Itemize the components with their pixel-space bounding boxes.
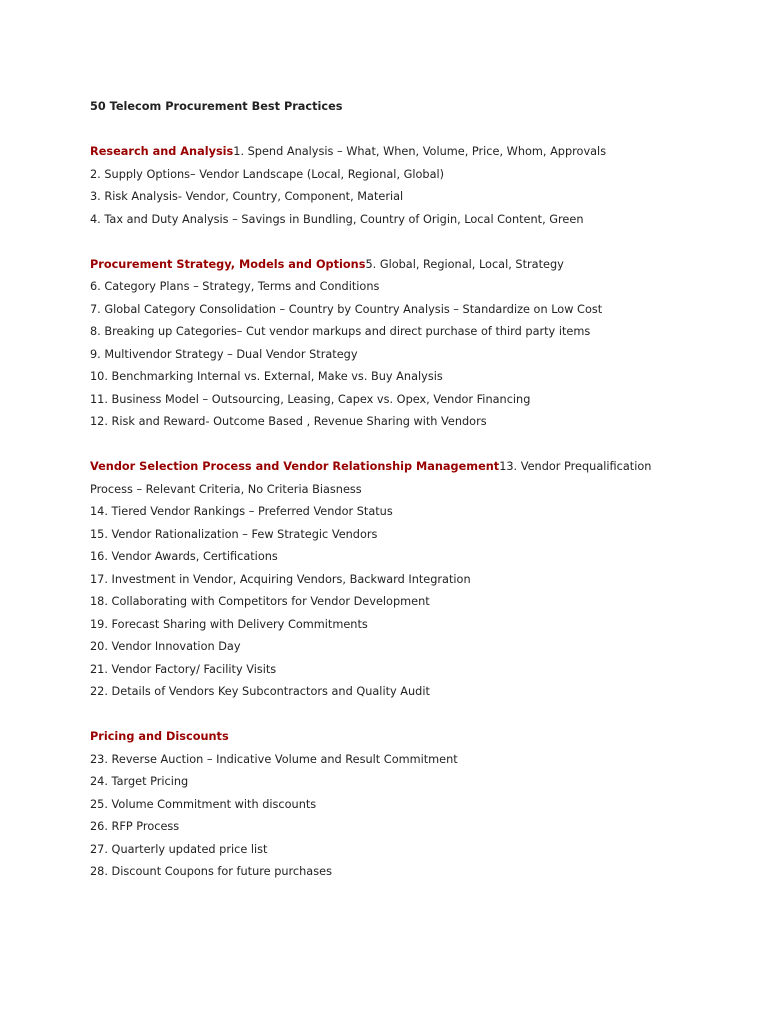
list-item: 17. Investment in Vendor, Acquiring Vendors, Backward Integration [90, 572, 471, 586]
list-item: 7. Global Category Consolidation – Country by Country Analysis – Standardize on Low Cost [90, 302, 603, 316]
section-pricing-and-discounts [90, 726, 760, 884]
list-item: 14. Tiered Vendor Rankings – Preferred Vendor Status [90, 505, 393, 518]
list-item: 19. Forecast Sharing with Delivery Commitments [90, 617, 368, 631]
list-item: 2. Supply Options– Vendor Landscape (Local, Regional, Global) [90, 167, 445, 181]
list-item: 8. Breaking up Categories– Cut vendor markups and direct purchase of third party items [90, 325, 591, 338]
list-item: 11. Business Model – Outsourcing, Leasing, Capex vs. Opex, Vendor Financing [90, 392, 531, 406]
section-heading: Research and Analysis [90, 145, 234, 158]
list-item-continuation: Process – Relevant Criteria, No Criteria Biasness [90, 482, 362, 496]
list-item: 23. Reverse Auction – Indicative Volume and Result Commitment [90, 752, 458, 766]
list-item: 6. Category Plans – Strategy, Terms and Conditions [90, 280, 380, 293]
section-vendor-selection [90, 456, 760, 704]
list-item: 20. Vendor Innovation Day [90, 640, 241, 653]
list-item: 28. Discount Coupons for future purchases [90, 865, 332, 878]
list-item: 27. Quarterly updated price list [90, 842, 268, 856]
list-item: 9. Multivendor Strategy – Dual Vendor Strategy [90, 347, 358, 361]
list-item: 5. Global, Regional, Local, Strategy [365, 257, 564, 271]
document [90, 96, 760, 906]
list-item: 22. Details of Vendors Key Subcontractors and Quality Audit [90, 685, 430, 698]
list-item: 26. RFP Process [90, 820, 180, 833]
list-item: 15. Vendor Rationalization – Few Strategic Vendors [90, 527, 378, 541]
section-heading-line [90, 726, 760, 749]
list-item: 24. Target Pricing [90, 775, 189, 788]
list-item: 3. Risk Analysis- Vendor, Country, Component, Material [90, 190, 404, 203]
list-item: 18. Collaborating with Competitors for Vendor Development [90, 595, 430, 608]
section-research-and-analysis [90, 141, 760, 231]
list-item: 4. Tax and Duty Analysis – Savings in Bundling, Country of Origin, Local Content, Green [90, 212, 584, 226]
section-procurement-strategy [90, 254, 760, 434]
section-heading: Procurement Strategy, Models and Options [90, 257, 366, 271]
section-heading-line [90, 456, 760, 479]
list-item: 12. Risk and Reward- Outcome Based , Revenue Sharing with Vendors [90, 415, 487, 428]
list-item: 21. Vendor Factory/ Facility Visits [90, 662, 277, 676]
list-item: 1. Spend Analysis – What, When, Volume, Price, Whom, Approvals [233, 145, 607, 158]
list-item: 25. Volume Commitment with discounts [90, 797, 317, 811]
list-item: 13. Vendor Prequalification [499, 460, 652, 473]
list-item: 10. Benchmarking Internal vs. External, Make vs. Buy Analysis [90, 370, 443, 383]
section-heading: Vendor Selection Process and Vendor Relationship Management [90, 460, 500, 473]
section-heading-line [90, 141, 760, 164]
page-title: 50 Telecom Procurement Best Practices [90, 100, 343, 113]
list-item: 16. Vendor Awards, Certifications [90, 550, 278, 563]
section-heading: Pricing and Discounts [90, 730, 229, 743]
section-heading-line [90, 254, 760, 277]
